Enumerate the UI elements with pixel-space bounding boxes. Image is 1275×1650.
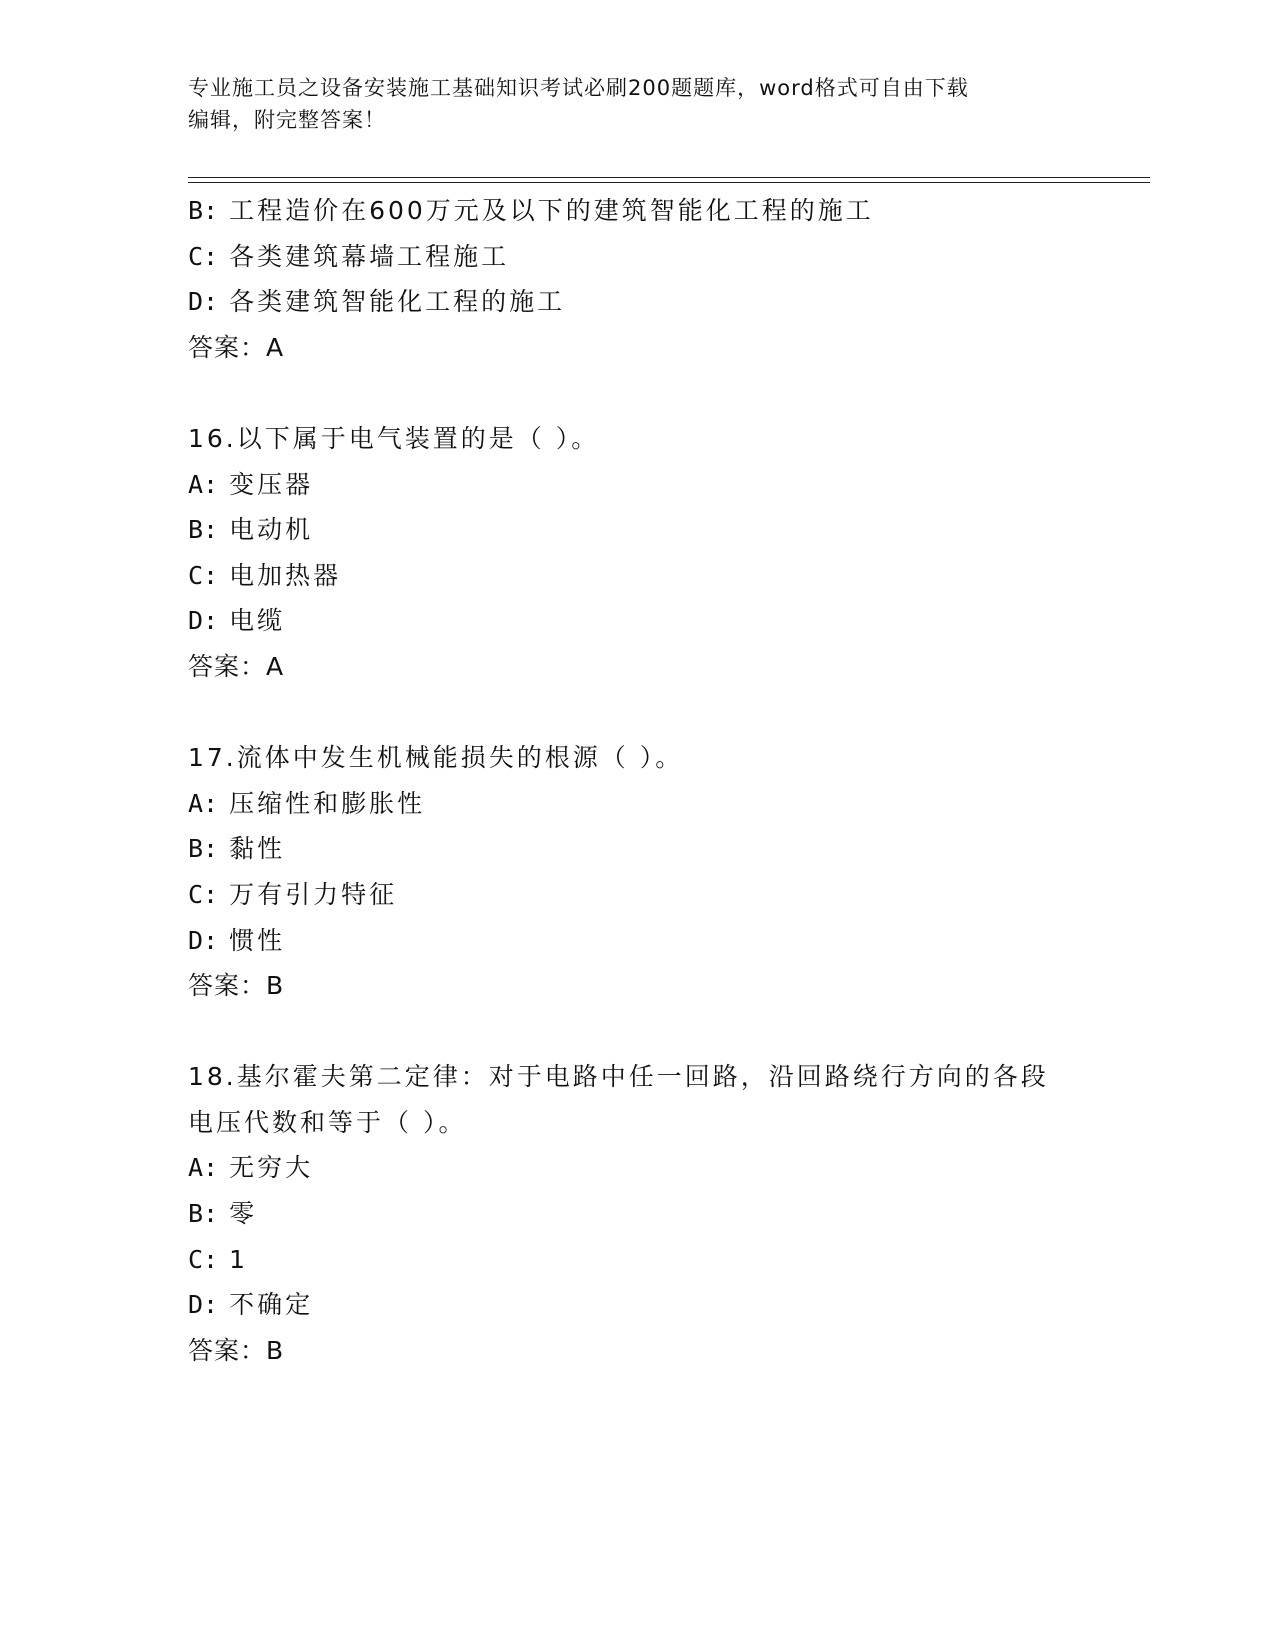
option-label: B: xyxy=(188,1199,219,1229)
answer-line: 答案：A xyxy=(188,332,285,362)
header-divider-top xyxy=(188,177,1150,178)
option-text: 压缩性和膨胀性 xyxy=(229,788,426,818)
option-label: B: xyxy=(188,834,219,864)
option-text: 各类建筑智能化工程的施工 xyxy=(229,287,566,317)
answer-line: 答案：A xyxy=(188,651,285,681)
option-text: 黏性 xyxy=(229,834,286,864)
option-label: A: xyxy=(188,469,219,499)
option-label: A: xyxy=(188,1153,219,1183)
option-text: 无穷大 xyxy=(229,1153,314,1183)
option-label: D: xyxy=(188,1290,219,1320)
option-a xyxy=(188,462,1088,508)
option-c xyxy=(188,553,1088,599)
question-16 xyxy=(188,416,1088,690)
option-d xyxy=(188,279,1088,325)
option-label: D: xyxy=(188,606,219,636)
option-d xyxy=(188,598,1088,644)
option-label: C: xyxy=(188,1244,219,1274)
question-stem: 17.流体中发生机械能损失的根源（ ）。 xyxy=(188,743,684,773)
option-text: 电动机 xyxy=(229,515,314,545)
option-a xyxy=(188,781,1088,827)
option-d xyxy=(188,1282,1088,1328)
option-text: 1 xyxy=(229,1244,248,1274)
option-label: C: xyxy=(188,879,219,909)
option-label: C: xyxy=(188,241,219,271)
header-title-line2: 编辑，附完整答案！ xyxy=(188,108,386,132)
question-stem: 16.以下属于电气装置的是（ ）。 xyxy=(188,423,600,453)
option-text: 万有引力特征 xyxy=(229,879,398,909)
answer-line: 答案：B xyxy=(188,1335,285,1365)
option-b xyxy=(188,826,1088,872)
option-c xyxy=(188,872,1088,918)
option-text: 变压器 xyxy=(229,469,314,499)
option-text: 电缆 xyxy=(229,606,286,636)
option-text: 零 xyxy=(229,1199,258,1229)
option-label: C: xyxy=(188,560,219,590)
document-header xyxy=(188,72,1088,136)
question-stem-line1: 18.基尔霍夫第二定律：对于电路中任一回路，沿回路绕行方向的各段 xyxy=(188,1062,1049,1092)
option-text: 惯性 xyxy=(229,925,286,955)
option-label: D: xyxy=(188,925,219,955)
option-b xyxy=(188,507,1088,553)
option-text: 各类建筑幕墙工程施工 xyxy=(229,241,510,271)
option-text: 工程造价在600万元及以下的建筑智能化工程的施工 xyxy=(229,196,874,225)
question-17 xyxy=(188,735,1088,1009)
option-text: 电加热器 xyxy=(229,560,342,590)
header-divider-bottom xyxy=(188,182,1150,183)
option-a xyxy=(188,1145,1088,1191)
question-stem-line2: 电压代数和等于（ ）。 xyxy=(188,1107,467,1137)
option-b xyxy=(188,188,1088,234)
answer-line: 答案：B xyxy=(188,971,285,1001)
option-label: A: xyxy=(188,788,219,818)
question-list xyxy=(188,188,1088,1373)
option-d xyxy=(188,918,1088,964)
question-18 xyxy=(188,1054,1088,1373)
option-c xyxy=(188,234,1088,280)
option-label: D: xyxy=(188,287,219,317)
prev-question-tail xyxy=(188,188,1088,370)
option-label: B: xyxy=(188,515,219,545)
option-text: 不确定 xyxy=(229,1290,314,1320)
header-title-line1: 专业施工员之设备安装施工基础知识考试必刷200题题库，word格式可自由下载 xyxy=(188,76,969,100)
option-c xyxy=(188,1237,1088,1283)
option-label: B: xyxy=(188,196,219,225)
option-b xyxy=(188,1191,1088,1237)
